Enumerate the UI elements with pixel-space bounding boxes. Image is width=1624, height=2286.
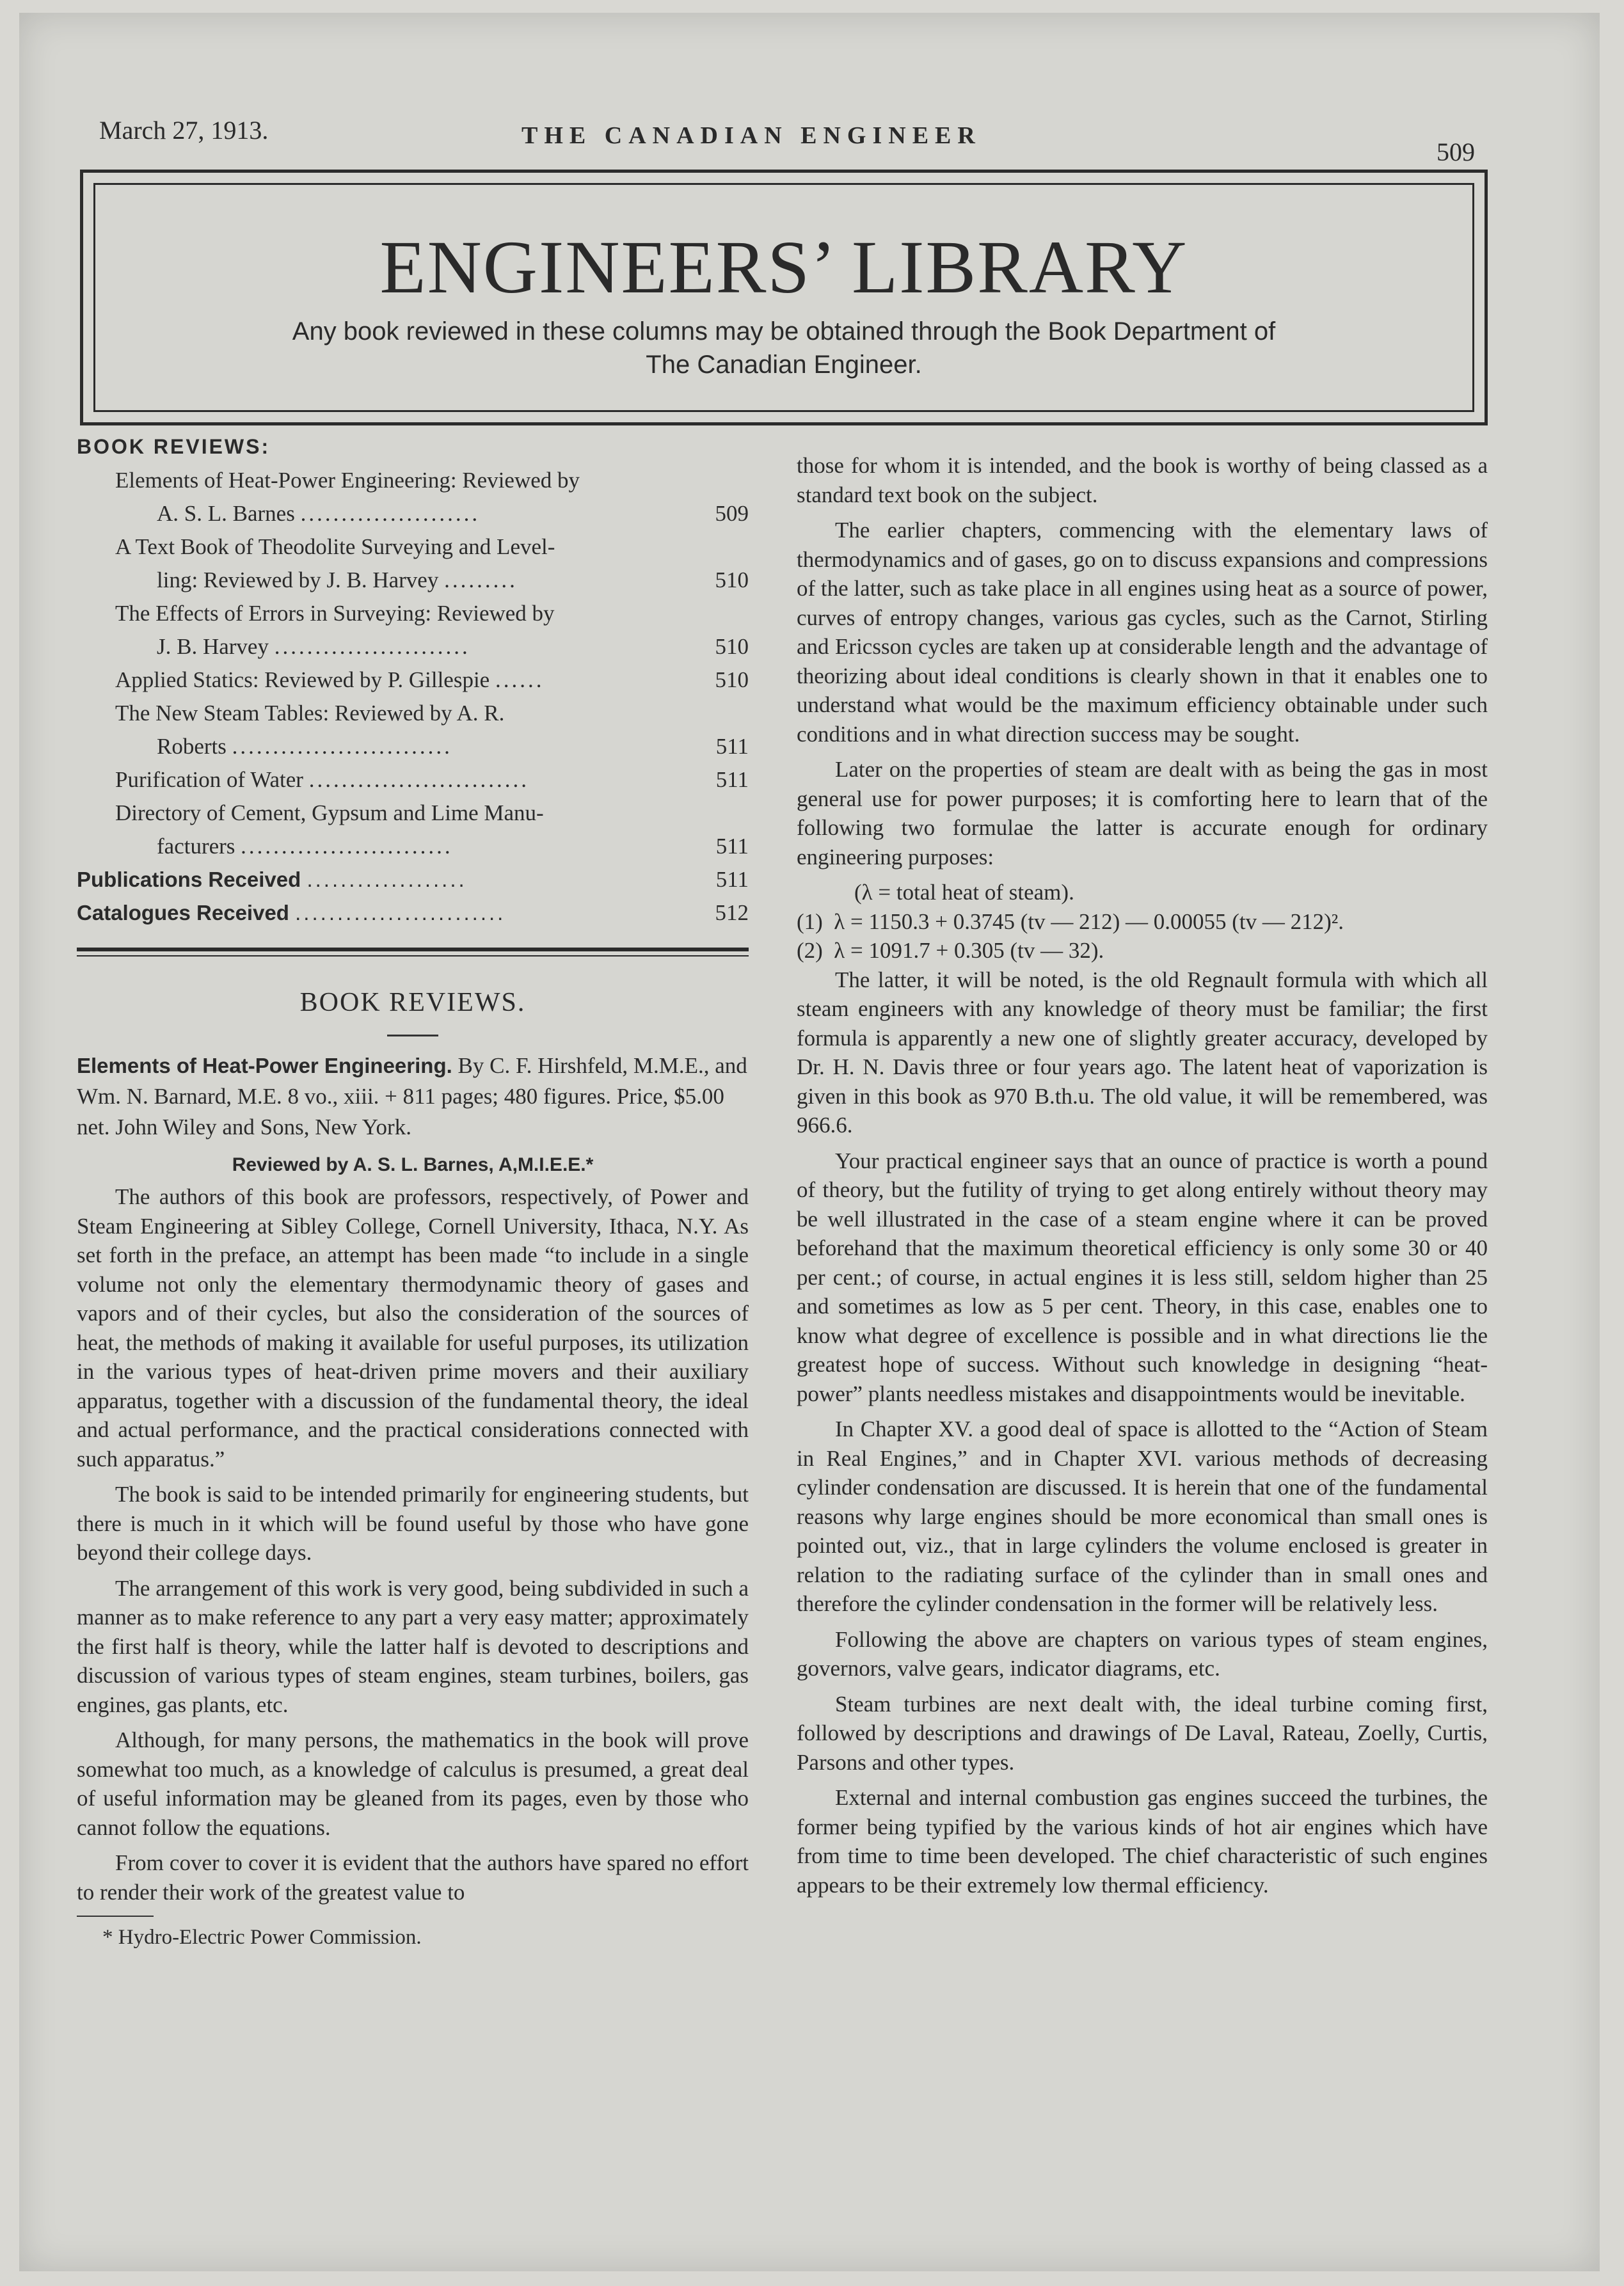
toc-item-page: 511	[715, 767, 749, 792]
review-paragraph: The book is said to be intended primarily for engineering students, but there is much in it which will be found useful by those who have gone beyond their college days.	[77, 1482, 749, 1565]
reviewer-line: Reviewed by A. S. L. Barnes, A,M.I.E.E.*	[232, 1154, 594, 1175]
toc-extra-item	[77, 863, 749, 896]
right-column	[797, 451, 1488, 1906]
toc-item	[77, 530, 749, 597]
toc-item-page: 511	[715, 734, 749, 759]
toc-extra-line	[77, 863, 749, 896]
formula-2: (2) λ = 1091.7 + 0.305 (tv — 32).	[797, 938, 1104, 963]
toc-extra-title: Publications Received	[77, 868, 301, 891]
toc-item-page: 510	[715, 568, 749, 592]
short-divider	[387, 1035, 438, 1036]
toc-extra-page: 511	[715, 867, 749, 892]
review-paragraph: Although, for many persons, the mathematics in the book will prove somewhat too much, as a knowledge of calculus is presumed, a great deal of useful information may be gleaned from its pages, even by those who cannot follow the equations.	[77, 1727, 749, 1840]
toc-item-title-cont: A. S. L. Barnes	[157, 501, 295, 526]
toc-leader-dots: .........................	[295, 901, 506, 925]
banner-subtitle-line1: Any book reviewed in these columns may be obtained through the Book Department of	[292, 317, 1276, 345]
toc-item	[77, 663, 749, 697]
formula-1: (1) λ = 1150.3 + 0.3745 (tv — 212) — 0.00055 (tv — 212)².	[797, 909, 1344, 934]
review-paragraph: Following the above are chapters on various types of steam engines, governors, valve gears, indicator diagrams, etc.	[797, 1626, 1488, 1681]
toc-extra-line	[77, 896, 749, 930]
toc-item-cont	[77, 630, 749, 663]
section-banner	[80, 170, 1488, 425]
review-paragraph: Steam turbines are next dealt with, the ideal turbine coming first, followed by descriptions and drawings of De Laval, Rateau, Zoelly, Curtis, Parsons and other types.	[797, 1691, 1488, 1775]
review-paragraph: From cover to cover it is evident that the authors have spared no effort to render their work of the greatest value to	[77, 1850, 749, 1905]
review-paragraph: Later on the properties of steam are dealt with as being the gas in most general use for power purposes; it is comforting here to learn that of the following two formulae the latter is accurate enough for ordinary engineering purposes:	[797, 757, 1488, 869]
toc-item-title-cont: Roberts	[157, 734, 227, 759]
review-paragraph: External and internal combustion gas engines succeed the turbines, the former being typified by the various kinds of hot air engines which have from time to time been developed. The chief characteristic of such engines appears to be their extremely low thermal efficiency.	[797, 1785, 1488, 1898]
toc-heading: BOOK REVIEWS:	[77, 435, 271, 458]
toc-item	[77, 797, 749, 863]
toc-item-title: Purification of Water	[115, 767, 303, 792]
toc-leader-dots: ...................	[306, 868, 467, 891]
review-paragraph: those for whom it is intended, and the book is worthy of being classed as a standard text book on the subject.	[797, 453, 1488, 507]
page-header	[99, 109, 1475, 166]
toc-item-cont	[77, 564, 749, 597]
toc-item-page: 510	[715, 634, 749, 659]
toc-extra-page: 512	[715, 900, 749, 925]
toc-item-line	[77, 763, 749, 797]
toc-item-cont	[77, 830, 749, 863]
banner-subtitle-line2: The Canadian Engineer.	[646, 351, 922, 379]
page-number: 509	[1437, 138, 1475, 166]
toc-item	[77, 697, 749, 763]
toc-extra-title: Catalogues Received	[77, 901, 289, 925]
toc-leader-dots: ......................	[300, 501, 481, 526]
toc-item-title: Applied Statics: Reviewed by P. Gillespie	[115, 667, 490, 692]
review-book-title: Elements of Heat-Power Engineering.	[77, 1054, 452, 1077]
toc-item-page: 510	[715, 667, 749, 692]
toc-leader-dots: ..........................	[241, 834, 453, 859]
toc-item-title-cont: J. B. Harvey	[157, 634, 269, 659]
toc-item-title: Directory of Cement, Gypsum and Lime Manu-	[115, 800, 544, 825]
review-paragraph: The earlier chapters, commencing with the elementary laws of thermodynamics and of gases, go on to discuss expansions and compressions of the latter, such as take place in all engines using heat as a source of power, curves of entropy changes, various gas cycles, such as the Carnot, Stirling and Ericsson cycles are taken up at considerable length and the advantage of theorizing about ideal conditions is clearly shown in that it enables one to understand what would be the maximum efficiency obtainable under such conditions and in what direction success may be sought.	[797, 518, 1488, 747]
review-citation	[77, 1051, 749, 1143]
footnote: * Hydro-Electric Power Commission.	[77, 1926, 749, 1949]
review-paragraph: In Chapter XV. a good deal of space is allotted to the “Action of Steam in Real Engines,” and in Chapter XVI. various methods of decreasing cylinder condensation are discussed. It is herein that one of the fundamental reasons why large engines should be more economical than small ones is pointed out, viz., that in large cylinders the volume enclosed is greater in relation to the radiating surface of the cylinder than in small ones and therefore the cylinder condensation in the former will be relatively less.	[797, 1417, 1488, 1616]
toc-leader-dots: ......	[495, 667, 545, 692]
toc-item-title-cont: ling: Reviewed by J. B. Harvey	[157, 568, 439, 592]
formula-note: (λ = total heat of steam).	[854, 880, 1074, 905]
toc-item-title-cont: facturers	[157, 834, 235, 859]
toc-item-line	[77, 663, 749, 697]
toc-leader-dots: ...........................	[232, 734, 452, 759]
review-paragraph: The latter, it will be noted, is the old Regnault formula with which all steam engineers with any knowledge of theory must be familiar; the first formula is apparently a new one of slightly greater accuracy, developed by Dr. H. N. Davis three or four years ago. The latent heat of vaporization is given in this book as 970 B.th.u. The old value, it will be remembered, was 966.6.	[797, 967, 1488, 1138]
section-heading: BOOK REVIEWS.	[299, 988, 526, 1017]
toc-leader-dots: .........	[444, 568, 518, 592]
review-paragraph: The arrangement of this work is very good, being subdivided in such a manner as to make reference to any part a very easy matter; approximately the first half is theory, while the latter half is devoted to descriptions and discussion of various types of steam engines, steam turbines, boilers, gas engines, gas plants, etc.	[77, 1575, 749, 1717]
toc-extra-item	[77, 896, 749, 930]
toc-item-page: 511	[715, 834, 749, 859]
review-paragraph: Your practical engineer says that an ounce of practice is worth a pound of theory, but the futility of trying to get along entirely without theory may be well illustrated in the case of a steam engine where it can be proved beforehand that the maximum theoretical efficiency is only some 30 or 40 per cent.; of course, in actual engines it is less still, seldom higher than 25 and sometimes as low as 5 per cent. Theory, in this case, enables one to know what degree of excellence is possible and in what directions lie the greatest hope of success. Without such knowledge in designing “heat-power” plants needless mistakes and disappointments would be inevitable.	[797, 1148, 1488, 1406]
toc-item-title: A Text Book of Theodolite Surveying and Level-	[115, 534, 555, 559]
toc-item	[77, 464, 749, 530]
toc-leader-dots: ...........................	[308, 767, 529, 792]
section-divider	[77, 948, 749, 956]
banner-subtitle	[83, 315, 1485, 381]
toc-item-cont	[77, 497, 749, 530]
review-paragraph: The authors of this book are professors, respectively, of Power and Steam Engineering at Sibley College, Cornell University, Ithaca, N.Y. As set forth in the preface, an attempt has been made “to include in a single volume not only the elementary thermodynamic theory of gases and vapors and of their cycles, but also the consideration of the sources of heat, the methods of making it available for useful purposes, its utilization in the various types of heat-driven prime movers and their auxiliary apparatus, together with a discussion of the fundamental theory, the ideal and actual performance, and the practical considerations connected with such apparatus.”	[77, 1184, 749, 1472]
toc-item-title: The Effects of Errors in Surveying: Reviewed by	[115, 601, 555, 626]
journal-title: THE CANADIAN ENGINEER	[521, 122, 982, 149]
review-book-details: By C. F. Hirshfeld, M.M.E., and Wm. N. Barnard, M.E. 8 vo., xiii. + 811 pages; 480 figures. Price, $5.00 net. John Wiley and Sons, New York.	[77, 1053, 747, 1139]
banner-title: ENGINEERS’ LIBRARY	[379, 225, 1188, 309]
toc-item-page: 509	[715, 501, 749, 526]
toc-leader-dots: ........................	[274, 634, 470, 659]
toc-item-title: Elements of Heat-Power Engineering: Reviewed by	[115, 468, 580, 493]
left-column	[77, 435, 749, 1949]
toc-item	[77, 597, 749, 663]
toc-item-title: The New Steam Tables: Reviewed by A. R.	[115, 701, 505, 726]
issue-date: March 27, 1913.	[99, 116, 269, 145]
toc-item-cont	[77, 730, 749, 763]
toc-item	[77, 763, 749, 797]
